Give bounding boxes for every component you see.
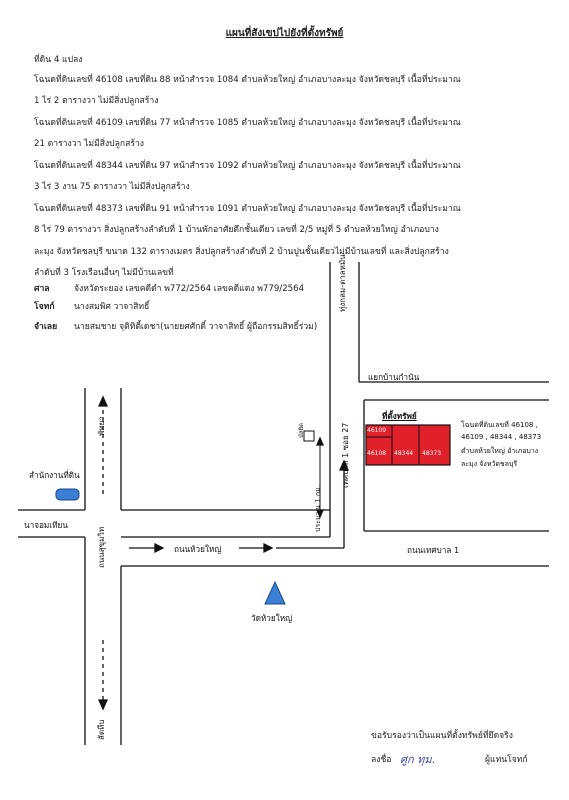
parcel-3-line1: โฉนดที่ดินเลขที่ 48344 เลขที่ดิน 97 หน้าสำรวจ 1092 ตำบลห้วยใหญ่ อำเภอบางละมุง จังหวัดชลบุรี เนื้อที่ประมาณ [34, 161, 461, 171]
property-title: ที่ตั้งทรัพย์ [382, 411, 417, 421]
arrow-huaiyai-1 [155, 544, 163, 552]
parcel-1-line1: โฉนดที่ดินเลขที่ 46108 เลขที่ดิน 88 หน้าสำรวจ 1084 ตำบลห้วยใหญ่ อำเภอบางละมุง จังหวัดชลบุรี เนื้อที่ประมาณ [34, 75, 461, 85]
parcel-label-2: 46109 [367, 427, 387, 434]
land-office-label: สำนักงานที่ดิน [29, 470, 80, 480]
road-lines [18, 262, 549, 745]
parcel-label-4: 48373 [422, 450, 442, 457]
temple-icon [265, 582, 285, 604]
parcel-label-1: 46108 [367, 450, 387, 457]
parcel-note-3: ตำบลห้วยใหญ่ อำเภอบาง [461, 447, 539, 455]
road-tungklom-label: ทุ่งกลม-ตาลหมัน [338, 254, 347, 312]
to-sattahip-label: สัตหีบ [97, 719, 106, 740]
arrow-to-sattahip [99, 700, 107, 709]
parcel-4-line1: โฉนดที่ดินเลขที่ 48373 เลขที่ดิน 91 หน้าสำรวจ 1091 ตำบลห้วยใหญ่ อำเภอบางละมุง จังหวัดชลบุรี เนื้อที่ประมาณ [34, 204, 461, 214]
huaiyai-road-label: ถนนห้วยใหญ่ [174, 544, 222, 554]
parcel-note-4: ละมุง จังหวัดชลบุรี [461, 460, 518, 468]
arrow-to-pattaya [99, 397, 107, 406]
sukhumvit-label: ถนนสุขุมวิท [97, 526, 106, 568]
arrow-huaiyai-2 [264, 544, 272, 552]
parcel-2-line1: โฉนดที่ดินเลขที่ 46109 เลขที่ดิน 77 หน้าสำรวจ 1085 ตำบลห้วยใหญ่ อำเภอบางละมุง จังหวัดชลบุรี เนื้อที่ประมาณ [34, 118, 461, 128]
parcel-1-line2: 1 ไร่ 2 ตารางวา ไม่มีสิ่งปลูกสร้าง [34, 96, 159, 106]
page-title: แผนที่สังเขปไปยังที่ตั้งทรัพย์ [225, 28, 344, 39]
temple-label: วัดห้วยใหญ่ [251, 613, 293, 623]
parcel-label-3: 48344 [394, 450, 414, 457]
parcel-2-line2: 21 ตารางวา ไม่มีสิ่งปลูกสร้าง [34, 139, 144, 149]
parcel-4-line3: ละมุง จังหวัดชลบุรี ขนาด 132 ตารางเมตร สิ่งปลูกสร้างลำดับที่ 2 บ้านปูนชั้นเดียวไม่มีบ้านเลขที่ และสิ่งปลูกสร้าง [34, 247, 449, 257]
court-label: ศาล [34, 284, 50, 294]
plaintiff-label: โจทก์ [34, 302, 55, 312]
plaintiff-value: นางสมพิศ วาจาสิทธิ์ [74, 302, 150, 312]
certify-text: ขอรับรองว่าเป็นแผนที่ตั้งทรัพย์ที่ยึดจริง [371, 731, 513, 741]
najomtien-label: นาจอมเทียน [24, 520, 68, 530]
parcel-4-line2: 8 ไร่ 79 ตารางวา สิ่งปลูกสร้างลำดับที่ 1 บ้านพักอาศัยตึกชั้นเดียว เลขที่ 2/5 หมู่ที่ 5 ตำบลห้วยใหญ่ อำเภอบาง [34, 225, 439, 235]
plot-count: ที่ดิน 4 แปลง [34, 55, 83, 65]
parcel-note-2: 46109 , 48344 , 48373 [461, 433, 542, 441]
mosque-label: มัสยิด [298, 422, 305, 438]
land-office-icon [56, 489, 79, 500]
thetsaban-road-label: ถนนเทศบาล 1 [407, 545, 460, 555]
court-value: จังหวัดระยอง เลขคดีดำ พ772/2564 เลขคดีแดง พ779/2564 [74, 284, 305, 294]
parcel-note-1: โฉนดที่ดินเลขที่ 46108 , [461, 421, 538, 429]
junction-label: แยกบ้านกำนัน [368, 372, 420, 382]
defendant-value: นายสมชาย จุติทิตี้เดชา(นายยศศักดิ์ วาจาสิทธิ์ ผู้ถือกรรมสิทธิ์ร่วม) [74, 322, 318, 332]
route-arrows [99, 397, 348, 709]
sign-label: ลงชื่อ [371, 755, 392, 765]
parcel-3-line2: 3 ไร่ 3 งาน 75 ตารางวา ไม่มีสิ่งปลูกสร้าง [34, 182, 190, 192]
soi-label: เทศบาล 1 ซอย 27 [341, 422, 350, 488]
signature: ศูก ทุม. [400, 753, 436, 766]
parcel-4-line4: ลำดับที่ 3 โรงเรือนอื่นๆ ไม่มีบ้านเลขที่ [34, 268, 174, 278]
distance-label: ประมาณ 1 กม. [314, 485, 322, 532]
to-pattaya-label: พัทยา [97, 416, 106, 436]
role-label: ผู้แทนโจทก์ [485, 755, 528, 765]
defendant-label: จำเลย [34, 322, 58, 332]
